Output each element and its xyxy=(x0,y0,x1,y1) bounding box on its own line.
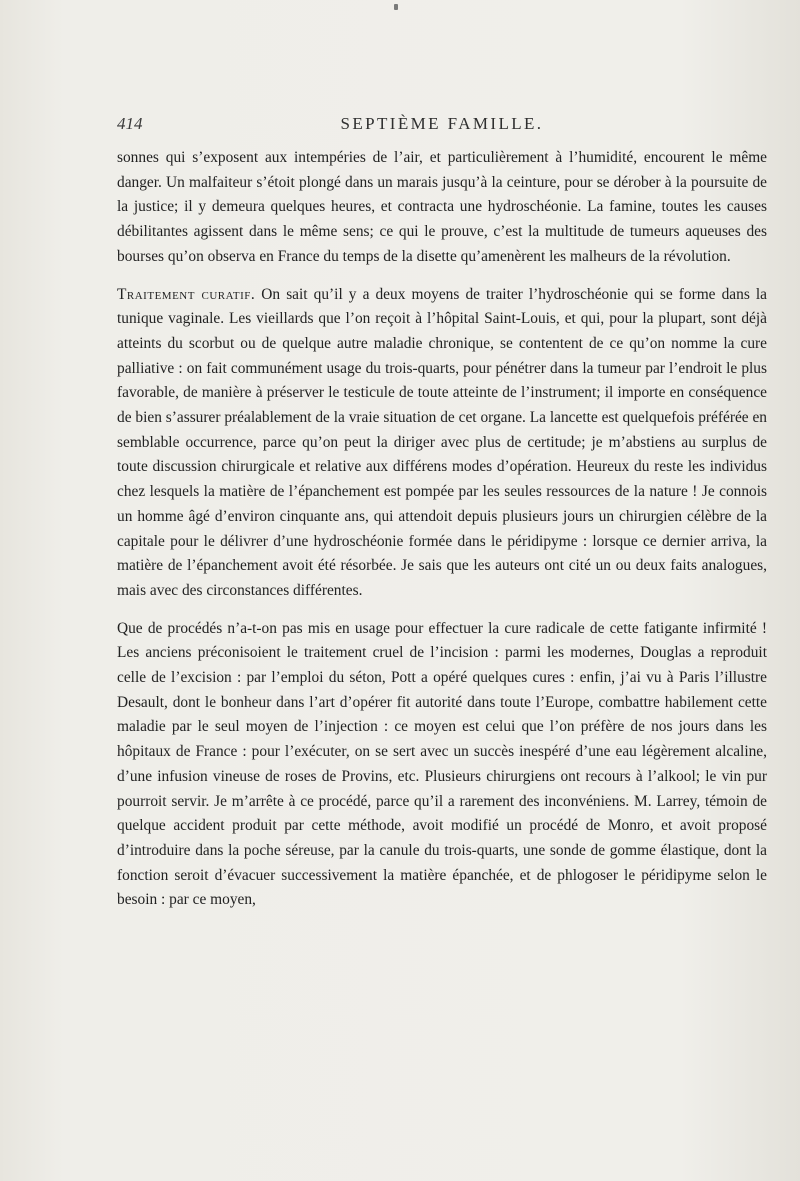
body-text xyxy=(117,146,767,913)
running-title: SEPTIÈME FAMILLE. xyxy=(340,114,544,133)
paragraph-2 xyxy=(117,283,767,604)
page-number: 414 xyxy=(117,114,143,133)
paragraph-1-text: sonnes qui s’exposent aux intempéries de l’air, et particulièrement à l’humidité, encourent le même danger. Un malfaiteur s’étoit plongé dans un marais jusqu’à la ceinture, pour se dérober à la poursuite de la justice; il y demeura quelques heures, et contracta une hydroschéonie. La famine, toutes les causes débilitantes agissent dans le même sens; ce qui le prouve, c’est la multitude de tumeurs aqueuses des bourses qu’on observa en France du temps de la disette qu’amenèrent les malheurs de la révolution. xyxy=(117,149,767,265)
paragraph-1 xyxy=(117,146,767,270)
paragraph-2-text: On sait qu’il y a deux moyens de traiter l’hydroschéonie qui se forme dans la tunique vaginale. Les vieillards que l’on reçoit à l’hôpital Saint-Louis, et qui, pour la plupart, sont déjà atteints du scorbut ou de quelque autre maladie chronique, se contentent de ce qu’on nomme la cure palliative : on fait communément usage du trois-quarts, pour pénétrer dans la tumeur par l’endroit le plus favorable, de manière à préserver le testicule de toute atteinte de l’instrument; il importe en conséquence de bien s’assurer préalablement de la vraie situation de cet organe. La lancette est quelquefois préférée en semblable occurrence, parce qu’on peut la diriger avec plus de certitude; je m’abstiens au surplus de toute discussion chirurgicale et relative aux différens modes d’opération. Heureux du reste les individus chez lesquels la matière de l’épanchement est pompée par les seules ressources de la nature ! Je connois un homme âgé d’environ cinquante ans, qui attendoit depuis plusieurs jours un chirurgien célèbre de la capitale pour le délivrer d’une hydroschéonie formée dans le péridipyme : lorsque ce dernier arriva, la matière de l’épanchement avoit été résorbée. Je sais que les auteurs ont cité un ou deux faits analogues, mais avec des circonstances différentes. xyxy=(117,285,767,599)
page-header xyxy=(117,114,767,138)
section-lead: Traitement curatif. xyxy=(117,285,256,303)
paragraph-3 xyxy=(117,617,767,913)
ink-mark xyxy=(394,4,398,10)
paragraph-3-text: Que de procédés n’a-t-on pas mis en usage pour effectuer la cure radicale de cette fatigante infirmité ! Les anciens préconisoient le traitement cruel de l’incision : parmi les modernes, Douglas a reproduit celle de l’excision : par l’emploi du séton, Pott a opéré quelques cures : enfin, j’ai vu à Paris l’illustre Desault, dont le bonheur dans l’art d’opérer fit autorité dans toute l’Europe, combattre habilement cette maladie par le seul moyen de l’injection : ce moyen est celui que l’on préfère de nos jours dans les hôpitaux de France : pour l’exécuter, on se sert avec un succès inespéré d’une eau légèrement alcaline, d’une infusion vineuse de roses de Provins, etc. Plusieurs chirurgiens ont recours à l’alkool; le vin pur pourroit servir. Je m’arrête à ce procédé, parce qu’il a rarement des inconvéniens. M. Larrey, témoin de quelque accident produit par cette méthode, avoit modifié un procédé de Monro, et avoit proposé d’introduire dans la poche séreuse, par la canule du trois-quarts, une sonde de gomme élastique, dont la fonction seroit d’évacuer successivement la matière épanchée, et de phlogoser le péridipyme selon le besoin : par ce moyen, xyxy=(117,619,767,909)
